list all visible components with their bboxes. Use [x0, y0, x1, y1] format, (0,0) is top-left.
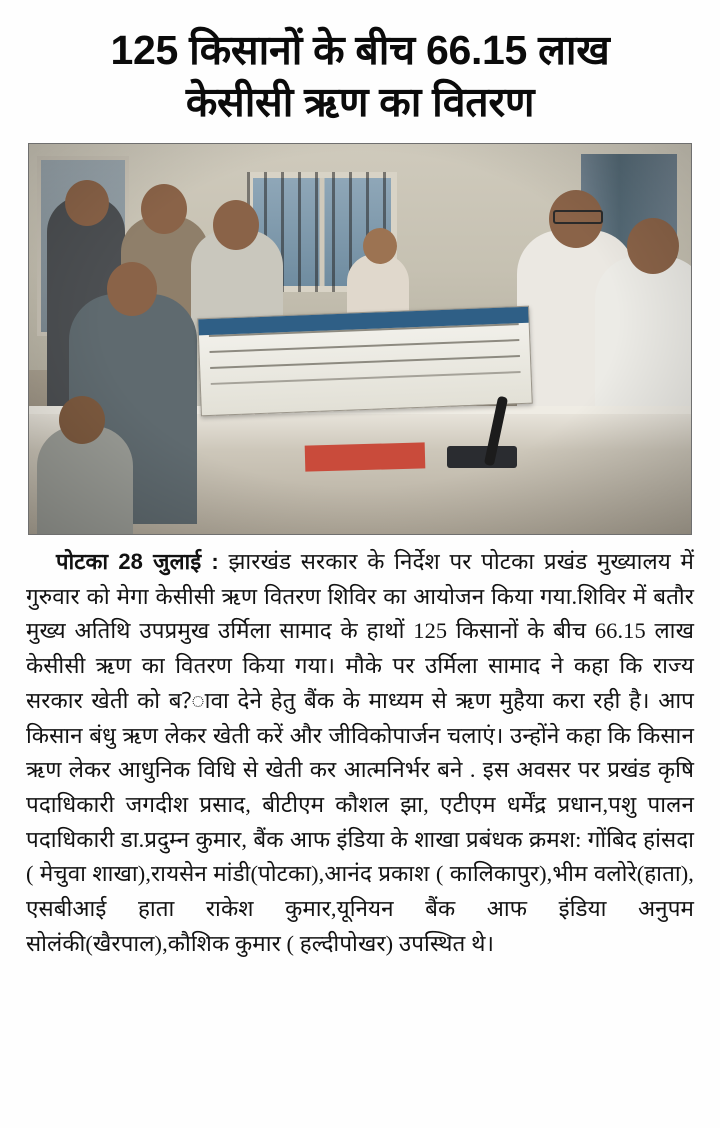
page-title	[30, 24, 690, 129]
photo-vignette	[29, 144, 691, 534]
article-photo	[28, 143, 692, 535]
headline-line-1: 125 किसानों के बीच 66.15 लाख	[110, 27, 610, 73]
article-body	[26, 545, 694, 962]
headline-line-2: केसीसी ऋण का वितरण	[185, 79, 535, 126]
dateline: पोटका 28 जुलाई :	[56, 548, 219, 574]
photo-scene	[29, 144, 691, 534]
article-text: झारखंड सरकार के निर्देश पर पोटका प्रखंड मुख्यालय में गुरुवार को मेगा केसीसी ऋण वितरण शिविर का आयोजन किया गया.शिविर में बतौर मुख्य अतिथि उपप्रमुख उर्मिला सामाद के हाथों 125 किसानों के बीच 66.15 लाख केसीसी ऋण का वितरण किया गया। मौके पर उर्मिला सामाद ने कहा कि राज्य सरकार खेती को ब?ावा देने हेतु बैंक के माध्यम से ऋण मुहैया करा रही है। आप किसान बंधु ऋण लेकर खेती करें और जीविकोपार्जन चलाएं। उन्होंने कहा कि किसान ऋण लेकर आधुनिक विधि से खेती कर आत्मनिर्भर बने . इस अवसर पर प्रखंड कृषि पदाधिकारी जगदीश प्रसाद, बीटीएम कौशल झा, एटीएम धर्मेंद्र प्रधान,पशु पालन पदाधिकारी डा.प्रदुम्न कुमार, बैंक आफ इंडिया के शाखा प्रबंधक क्रमश: गोंबिद हांसदा ( मेचुवा शाखा),रायसेन मांडी(पोटका),आनंद प्रकाश ( कालिकापुर),भीम वलोरे(हाता), एसबीआई हाता राकेश कुमार,यूनियन बैंक आफ इंडिया अनुपम सोलंकी(खैरपाल),कौशिक कुमार ( हल्दीपोखर) उपस्थित थे।	[26, 548, 695, 956]
